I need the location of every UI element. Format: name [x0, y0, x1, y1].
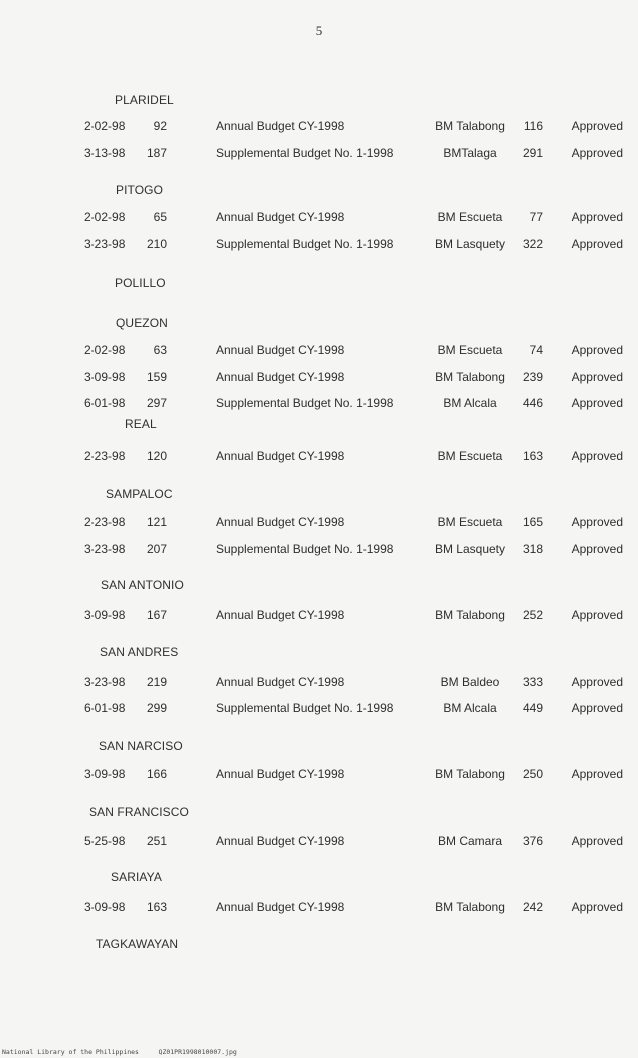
- entry-title: Annual Budget CY-1998: [216, 449, 345, 463]
- status-text: Approved: [571, 210, 623, 224]
- resolution-number: 449: [522, 701, 543, 715]
- entry-title: Supplemental Budget No. 1-1998: [216, 396, 394, 410]
- status-text: Approved: [571, 449, 623, 463]
- status-text: Approved: [571, 119, 623, 133]
- municipality-heading: REAL: [125, 417, 157, 431]
- entry-title: Supplemental Budget No. 1-1998: [216, 701, 394, 715]
- status-text: Approved: [571, 701, 623, 715]
- entry-date: 3-23-98: [84, 237, 126, 251]
- entry-title: Annual Budget CY-1998: [216, 767, 345, 781]
- ordinance-number: 159: [146, 370, 167, 384]
- table-row: [0, 767, 638, 783]
- entry-date: 2-02-98: [84, 343, 126, 357]
- entry-date: 6-01-98: [84, 396, 126, 410]
- sponsor-name: BM Camara: [437, 834, 502, 848]
- resolution-number: 77: [529, 210, 543, 224]
- ordinance-number: 187: [146, 146, 167, 160]
- sponsor-name: BM Lasquety: [434, 542, 506, 556]
- ordinance-number: 251: [146, 834, 167, 848]
- status-text: Approved: [571, 542, 623, 556]
- ordinance-number: 121: [146, 515, 167, 529]
- entry-title: Annual Budget CY-1998: [216, 515, 345, 529]
- resolution-number: 446: [522, 396, 543, 410]
- entry-title: Annual Budget CY-1998: [216, 343, 345, 357]
- table-row: [0, 119, 638, 135]
- sponsor-name: BM Alcala: [443, 396, 497, 410]
- resolution-number: 165: [522, 515, 543, 529]
- resolution-number: 163: [522, 449, 543, 463]
- status-text: Approved: [571, 767, 623, 781]
- status-text: Approved: [571, 146, 623, 160]
- resolution-number: 322: [522, 237, 543, 251]
- resolution-number: 250: [522, 767, 543, 781]
- entry-title: Annual Budget CY-1998: [216, 210, 345, 224]
- resolution-number: 318: [522, 542, 543, 556]
- table-row: [0, 146, 638, 162]
- sponsor-name: BM Escueta: [437, 343, 503, 357]
- ordinance-number: 297: [146, 396, 167, 410]
- resolution-number: 74: [529, 343, 543, 357]
- sponsor-name: BM Talabong: [435, 370, 505, 384]
- entry-title: Annual Budget CY-1998: [216, 608, 345, 622]
- table-row: [0, 701, 638, 717]
- table-row: [0, 449, 638, 465]
- ordinance-number: 166: [146, 767, 167, 781]
- resolution-number: 333: [522, 675, 543, 689]
- table-row: [0, 675, 638, 691]
- table-row: [0, 608, 638, 624]
- ordinance-number: 207: [146, 542, 167, 556]
- municipality-heading: TAGKAWAYAN: [96, 937, 179, 951]
- entry-date: 3-09-98: [84, 608, 126, 622]
- municipality-heading: SAN ANDRES: [100, 645, 179, 659]
- entry-date: 2-02-98: [84, 210, 126, 224]
- scan-footer: National Library of the Philippines QZ01PR1998010007.jpg: [2, 1048, 237, 1056]
- sponsor-name: BM Lasquety: [434, 237, 506, 251]
- sponsor-name: BM Talabong: [435, 767, 505, 781]
- ordinance-number: 92: [153, 119, 167, 133]
- sponsor-name: BM Alcala: [443, 701, 497, 715]
- status-text: Approved: [571, 237, 623, 251]
- sponsor-name: BM Talabong: [435, 608, 505, 622]
- entry-date: 3-23-98: [84, 542, 126, 556]
- page-number: 5: [315, 23, 323, 38]
- table-row: [0, 370, 638, 386]
- table-row: [0, 900, 638, 916]
- entry-title: Supplemental Budget No. 1-1998: [216, 542, 394, 556]
- ordinance-number: 210: [146, 237, 167, 251]
- table-row: [0, 237, 638, 253]
- municipality-heading: QUEZON: [116, 316, 168, 330]
- entry-title: Annual Budget CY-1998: [216, 675, 345, 689]
- status-text: Approved: [571, 900, 623, 914]
- status-text: Approved: [571, 608, 623, 622]
- entry-title: Supplemental Budget No. 1-1998: [216, 146, 394, 160]
- resolution-number: 242: [522, 900, 543, 914]
- ordinance-number: 63: [153, 343, 167, 357]
- municipality-heading: PLARIDEL: [115, 93, 174, 107]
- entry-date: 2-23-98: [84, 449, 126, 463]
- ordinance-number: 219: [146, 675, 167, 689]
- municipality-heading: POLILLO: [115, 276, 166, 290]
- entry-date: 3-23-98: [84, 675, 126, 689]
- resolution-number: 252: [522, 608, 543, 622]
- sponsor-name: BM Talabong: [435, 900, 505, 914]
- status-text: Approved: [571, 343, 623, 357]
- entry-date: 3-09-98: [84, 370, 126, 384]
- sponsor-name: BMTalaga: [443, 146, 497, 160]
- table-row: [0, 834, 638, 850]
- ordinance-number: 299: [146, 701, 167, 715]
- status-text: Approved: [571, 675, 623, 689]
- status-text: Approved: [571, 370, 623, 384]
- entry-date: 2-02-98: [84, 119, 126, 133]
- ordinance-number: 65: [153, 210, 167, 224]
- table-row: [0, 210, 638, 226]
- entry-date: 3-13-98: [84, 146, 126, 160]
- municipality-heading: SAN ANTONIO: [101, 578, 184, 592]
- sponsor-name: BM Escueta: [437, 210, 503, 224]
- sponsor-name: BM Talabong: [435, 119, 505, 133]
- sponsor-name: BM Baldeo: [440, 675, 500, 689]
- table-row: [0, 396, 638, 412]
- municipality-heading: SARIAYA: [111, 870, 162, 884]
- sponsor-name: BM Escueta: [437, 449, 503, 463]
- entry-title: Annual Budget CY-1998: [216, 119, 345, 133]
- entry-date: 5-25-98: [84, 834, 126, 848]
- ordinance-number: 163: [146, 900, 167, 914]
- resolution-number: 239: [522, 370, 543, 384]
- entry-date: 3-09-98: [84, 900, 126, 914]
- entry-date: 2-23-98: [84, 515, 126, 529]
- status-text: Approved: [571, 515, 623, 529]
- table-row: [0, 515, 638, 531]
- entry-title: Annual Budget CY-1998: [216, 370, 345, 384]
- entry-title: Annual Budget CY-1998: [216, 900, 345, 914]
- status-text: Approved: [571, 396, 623, 410]
- status-text: Approved: [571, 834, 623, 848]
- ordinance-number: 167: [146, 608, 167, 622]
- municipality-heading: SAMPALOC: [106, 487, 173, 501]
- municipality-heading: SAN NARCISO: [99, 739, 183, 753]
- municipality-heading: SAN FRANCISCO: [89, 805, 189, 819]
- entry-title: Supplemental Budget No. 1-1998: [216, 237, 394, 251]
- entry-date: 6-01-98: [84, 701, 126, 715]
- entry-date: 3-09-98: [84, 767, 126, 781]
- table-row: [0, 542, 638, 558]
- table-row: [0, 343, 638, 359]
- sponsor-name: BM Escueta: [437, 515, 503, 529]
- resolution-number: 376: [522, 834, 543, 848]
- entry-title: Annual Budget CY-1998: [216, 834, 345, 848]
- ordinance-number: 120: [146, 449, 167, 463]
- municipality-heading: PITOGO: [116, 183, 164, 197]
- resolution-number: 116: [523, 119, 543, 133]
- resolution-number: 291: [522, 146, 543, 160]
